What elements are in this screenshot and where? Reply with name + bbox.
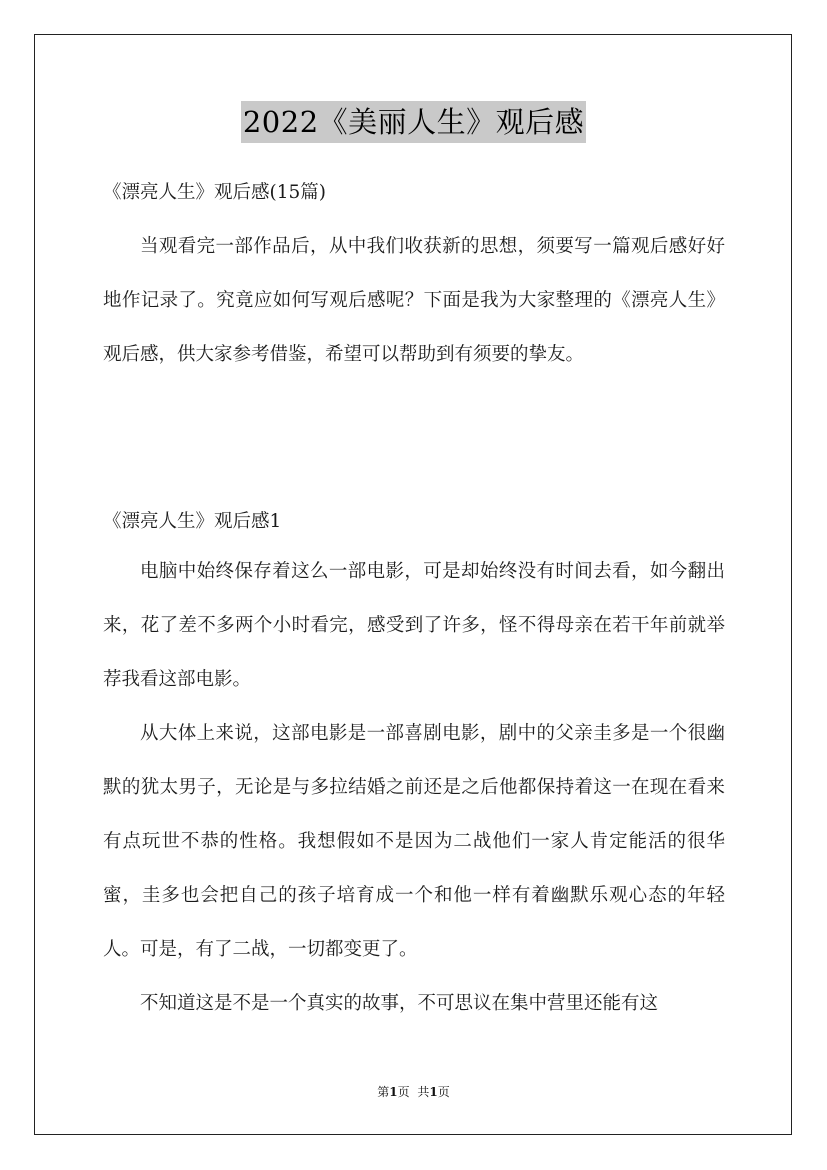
body-paragraph: 不知道这是不是一个真实的故事，不可思议在集中营里还能有这	[140, 993, 659, 1014]
body-paragraph: 从大体上来说，这部电影是一部喜剧电影，剧中的父亲圭多是一个很幽默的犹太男子，无论是与多拉结婚之前还是之后他都保持着这一在现在看来有点玩世不恭的性格。我想假如不是因为二战他们一家人肯定能活的很华蜜，圭多也会把自己的孩子培育成一个和他一样有着幽默乐观心态的年轻人。可是，有了二战，一切都变更了。	[103, 723, 725, 960]
footer-total-pages: 1	[429, 1085, 438, 1099]
document-title: 2022《美丽人生》观后感	[241, 101, 586, 143]
footer-prefix: 第	[377, 1085, 390, 1099]
footer-page-unit: 页	[397, 1085, 410, 1099]
footer-total-unit: 页	[437, 1085, 450, 1099]
footer-total-prefix: 共	[417, 1085, 430, 1099]
footer-page-number: 1	[389, 1085, 398, 1099]
title-container	[0, 101, 827, 143]
body-paragraph: 电脑中始终保存着这么一部电影，可是却始终没有时间去看，如今翻出来，花了差不多两个小时看完，感受到了许多，怪不得母亲在若干年前就举荐我看这部电影。	[103, 561, 725, 690]
subtitle: 《漂亮人生》观后感(15篇)	[103, 182, 326, 203]
section-heading: 《漂亮人生》观后感1	[103, 511, 282, 532]
page-footer	[0, 1083, 827, 1100]
intro-paragraph: 当观看完一部作品后，从中我们收获新的思想，须要写一篇观后感好好地作记录了。究竟应如何写观后感呢？下面是我为大家整理的《漂亮人生》观后感，供大家参考借鉴，希望可以帮助到有须要的挚友。	[103, 236, 725, 365]
